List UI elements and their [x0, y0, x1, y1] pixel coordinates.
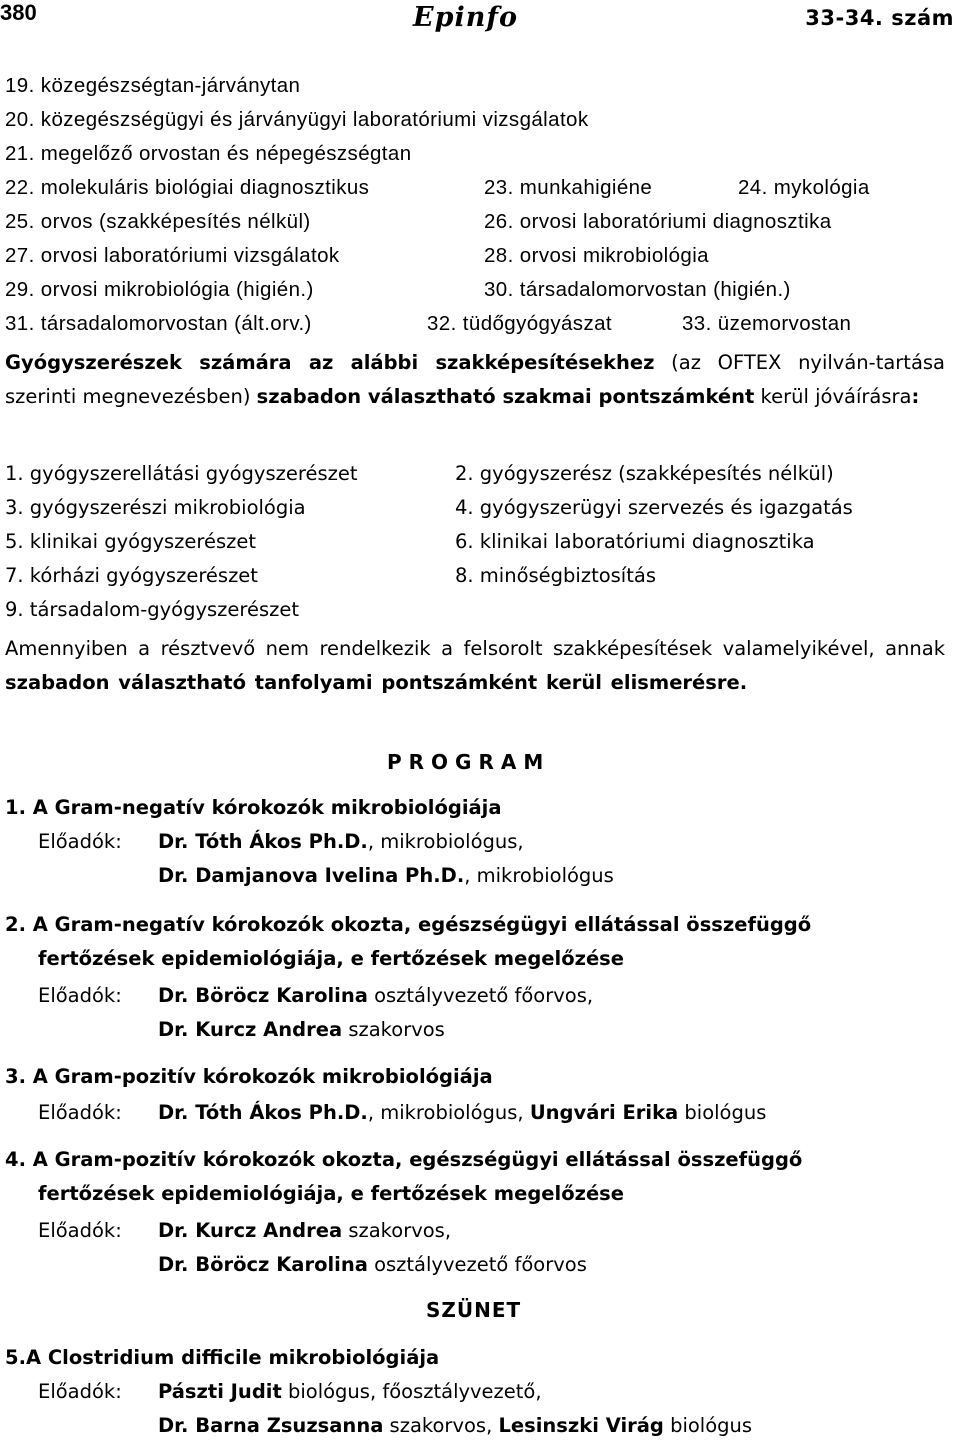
journal-logo: Epinfo: [413, 2, 518, 33]
pharm-item: 9. társadalom-gyógyszerészet: [5, 598, 300, 621]
speaker-name: Lesinszki Virág: [498, 1414, 664, 1437]
speaker-name: Pászti Judit: [158, 1380, 282, 1403]
pharm-item: 6. klinikai laboratóriumi diagnosztika: [455, 530, 815, 553]
speaker-line: [158, 1219, 451, 1242]
otherwise-bold: szabadon választható tanfolyami pontszámként kerül elismerésre.: [5, 671, 748, 694]
specialty-item: 30. társadalomorvostan (higién.): [484, 278, 791, 301]
specialty-item: 20. közegészségügyi és járványügyi laboratóriumi vizsgálatok: [5, 108, 589, 131]
otherwise-paragraph: [5, 632, 945, 700]
speaker-role: biológus, főosztályvezető,: [281, 1380, 542, 1403]
specialty-item: 28. orvosi mikrobiológia: [484, 244, 709, 267]
pharm-item: 8. minőségbiztosítás: [455, 564, 656, 587]
session-title: fertőzések epidemiológiája, e fertőzések megelőzése: [38, 1182, 625, 1205]
intro-normal: (az OFTEX nyilván-tartása szerinti megnevezésben): [5, 351, 946, 408]
session-title: 1. A Gram-negatív kórokozók mikrobiológiája: [5, 796, 502, 819]
speaker-name: Dr. Tóth Ákos Ph.D.: [158, 1101, 368, 1124]
issue-number: 33-34. szám: [805, 6, 954, 30]
specialty-item: 32. tüdőgyógyászat: [427, 312, 612, 335]
specialty-item: 33. üzemorvostan: [682, 312, 852, 335]
pharm-item: 7. kórházi gyógyszerészet: [5, 564, 258, 587]
intro-bold: szabadon választható szakmai pontszámként: [256, 385, 755, 408]
speaker-name: Dr. Böröcz Karolina: [158, 984, 368, 1007]
speaker-role: osztályvezető főorvos,: [367, 984, 594, 1007]
speaker-role: osztályvezető főorvos: [367, 1253, 587, 1276]
session-title: 2. A Gram-negatív kórokozók okozta, egészségügyi ellátással összefüggő: [5, 913, 812, 936]
speaker-name: Dr. Tóth Ákos Ph.D.: [158, 830, 368, 853]
otherwise-normal: Amennyiben a résztvevő nem rendelkezik a felsorolt szakképesítések valamelyikével, annak: [5, 637, 945, 660]
speaker-name: Dr. Barna Zsuzsanna: [158, 1414, 384, 1437]
specialty-item: 31. társadalomorvostan (ált.orv.): [5, 312, 312, 335]
pharm-item: 3. gyógyszerészi mikrobiológia: [5, 496, 306, 519]
intro-normal: kerül jóváírásra: [754, 385, 912, 408]
pharm-item: 4. gyógyszerügyi szervezés és igazgatás: [455, 496, 853, 519]
speaker-role: szakorvos: [342, 1018, 445, 1041]
speaker-line: [158, 1253, 587, 1276]
session-title: 4. A Gram-pozitív kórokozók okozta, egészségügyi ellátással összefüggő: [5, 1148, 803, 1171]
specialty-item: 26. orvosi laboratóriumi diagnosztika: [484, 210, 832, 233]
session-title: fertőzések epidemiológiája, e fertőzések megelőzése: [38, 947, 625, 970]
speaker-line: [158, 830, 524, 853]
speaker-role: szakorvos,: [383, 1414, 499, 1437]
speaker-role: , mikrobiológus,: [367, 1101, 530, 1124]
session-title: 3. A Gram-pozitív kórokozók mikrobiológiája: [5, 1065, 493, 1088]
speaker-role: , mikrobiológus: [464, 864, 614, 887]
specialty-item: 25. orvos (szakképesítés nélkül): [5, 210, 311, 233]
speaker-role: szakorvos,: [342, 1219, 452, 1242]
specialty-item: 21. megelőző orvostan és népegészségtan: [5, 142, 412, 165]
specialty-item: 19. közegészségtan-járványtan: [5, 74, 301, 97]
page-number: 380: [0, 0, 37, 25]
speaker-line: [158, 1414, 752, 1437]
specialty-item: 22. molekuláris biológiai diagnosztikus: [5, 176, 370, 199]
session-title: 5.A Clostridium difficile mikrobiológiája: [5, 1346, 440, 1369]
presenters-label: Előadók:: [38, 830, 122, 853]
pharm-item: 2. gyógyszerész (szakképesítés nélkül): [455, 462, 834, 485]
speaker-line: [158, 1101, 766, 1124]
presenters-label: Előadók:: [38, 1101, 122, 1124]
intro-bold: Gyógyszerészek számára az alábbi szakképesítésekhez: [5, 351, 655, 374]
break-label: SZÜNET: [426, 1298, 522, 1322]
speaker-role: biológus: [678, 1101, 767, 1124]
pharmacist-intro: [5, 346, 945, 414]
specialty-item: 29. orvosi mikrobiológia (higién.): [5, 278, 314, 301]
intro-bold: :: [911, 385, 920, 408]
presenters-label: Előadók:: [38, 984, 122, 1007]
pharm-item: 1. gyógyszerellátási gyógyszerészet: [5, 462, 358, 485]
presenters-label: Előadók:: [38, 1380, 122, 1403]
speaker-role: , mikrobiológus,: [367, 830, 524, 853]
speaker-name: Ungvári Erika: [529, 1101, 679, 1124]
speaker-name: Dr. Damjanova Ivelina Ph.D.: [158, 864, 465, 887]
speaker-name: Dr. Kurcz Andrea: [158, 1219, 343, 1242]
presenters-label: Előadók:: [38, 1219, 122, 1242]
speaker-name: Dr. Kurcz Andrea: [158, 1018, 343, 1041]
speaker-name: Dr. Böröcz Karolina: [158, 1253, 368, 1276]
program-title: PROGRAM: [387, 750, 551, 774]
pharm-item: 5. klinikai gyógyszerészet: [5, 530, 257, 553]
speaker-line: [158, 1018, 445, 1041]
specialty-item: 23. munkahigiéne: [484, 176, 653, 199]
speaker-line: [158, 984, 593, 1007]
speaker-role: biológus: [663, 1414, 753, 1437]
specialty-item: 24. mykológia: [738, 176, 870, 199]
speaker-line: [158, 864, 614, 887]
speaker-line: [158, 1380, 542, 1403]
specialty-item: 27. orvosi laboratóriumi vizsgálatok: [5, 244, 340, 267]
